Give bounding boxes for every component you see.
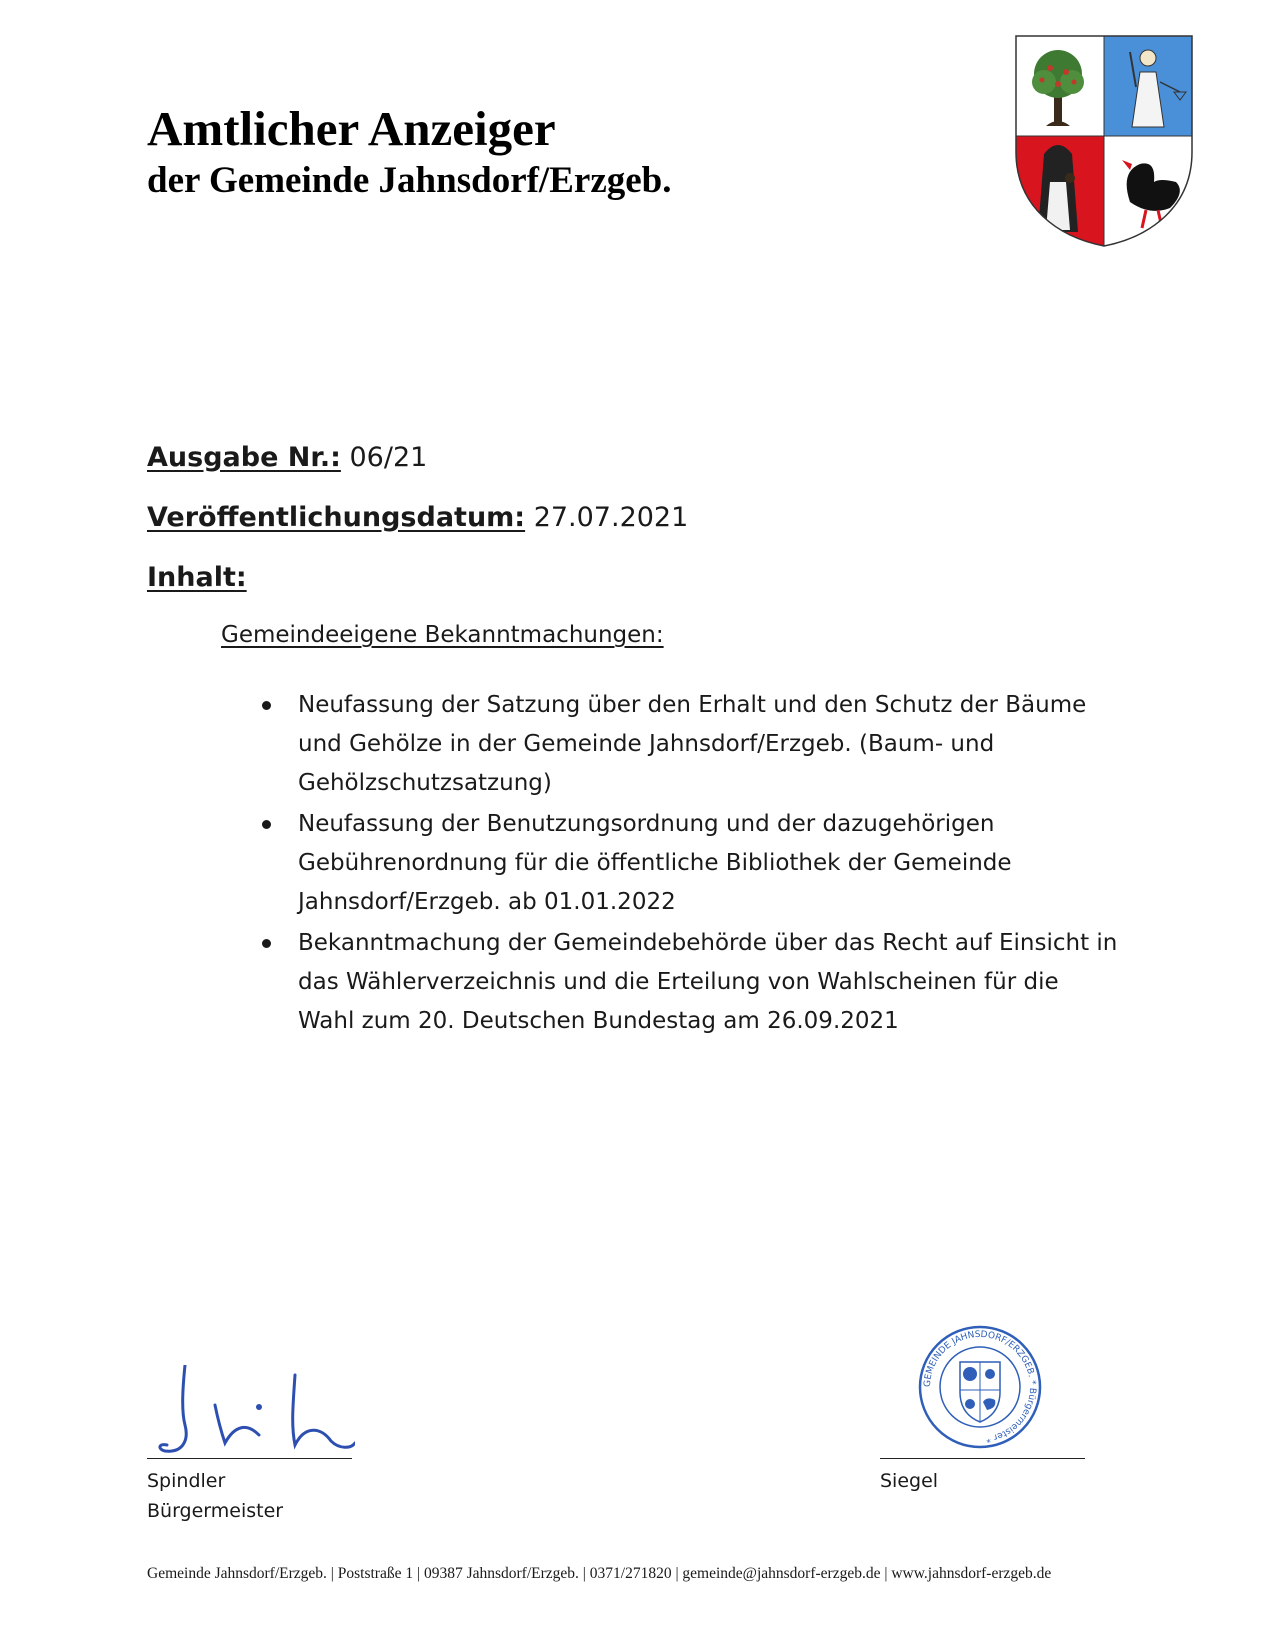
list-item <box>258 805 1118 922</box>
signatory-name: Spindler <box>147 1470 226 1492</box>
contents-row <box>147 562 247 593</box>
issue-number-row <box>147 442 427 473</box>
publication-title-block <box>147 100 672 204</box>
publication-date-label: Veröffentlichungsdatum: <box>147 502 526 533</box>
page-title: Amtlicher Anzeiger <box>147 101 556 156</box>
bullet-icon <box>262 820 271 829</box>
bullet-icon <box>262 939 271 948</box>
signature-line <box>147 1458 352 1459</box>
contents-label: Inhalt: <box>147 562 247 593</box>
monk-figure-icon <box>1038 145 1078 232</box>
issue-number-label: Ausgabe Nr.: <box>147 442 341 473</box>
handwritten-signature <box>155 1365 355 1455</box>
seal-label: Siegel <box>880 1470 939 1492</box>
list-item-text: Neufassung der Satzung über den Erhalt und den Schutz der Bäume und Gehölze in der Gemeinde Jahnsdorf/Erzgeb. (Baum- und Gehölzschutzsatzung) <box>298 692 1087 796</box>
list-item <box>258 924 1118 1041</box>
page-subtitle: der Gemeinde Jahnsdorf/Erzgeb. <box>147 160 672 201</box>
section-heading: Gemeindeeigene Bekanntmachungen: <box>221 622 664 648</box>
announcement-list <box>258 686 1118 1043</box>
issue-number-value: 06/21 <box>349 442 428 473</box>
coat-of-arms-icon <box>1010 32 1198 250</box>
list-item <box>258 686 1118 803</box>
publication-date-row <box>147 502 688 533</box>
seal-text: GEMEINDE JAHNSDORF/ERZGEB. * Bürgermeister * <box>922 1329 1038 1444</box>
official-seal-stamp <box>915 1322 1045 1452</box>
bullet-icon <box>262 701 271 710</box>
publication-date-value: 27.07.2021 <box>533 502 689 533</box>
signatory-role: Bürgermeister <box>147 1500 284 1522</box>
list-item-text: Neufassung der Benutzungsordnung und der dazugehörigen Gebührenordnung für die öffentliche Bibliothek der Gemeinde Jahnsdorf/Erzgeb. ab 01.01.2022 <box>298 811 1012 915</box>
seal-line <box>880 1458 1085 1459</box>
list-item-text: Bekanntmachung der Gemeindebehörde über das Recht auf Einsicht in das Wählerverzeichnis und die Erteilung von Wahlscheinen für die Wahl zum 20. Deutschen Bundestag am 26.09.2021 <box>298 930 1118 1034</box>
footer-contact: Gemeinde Jahnsdorf/Erzgeb. | Poststraße 1 | 09387 Jahnsdorf/Erzgeb. | 0371/271820 | gemeinde@jahnsdorf-erzgeb.de | www.jahnsdorf-erzgeb.de <box>147 1565 1052 1582</box>
